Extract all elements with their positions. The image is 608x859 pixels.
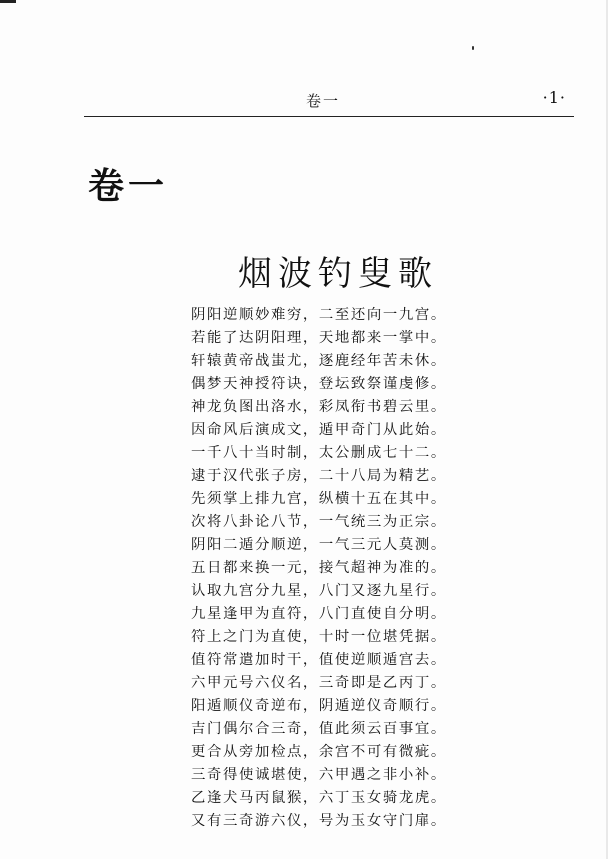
verse-line: 神龙负图出洛水，彩凤衔书碧云里。 [191,399,447,415]
verse-line: 更合从旁加检点，余宫不可有微疵。 [191,744,447,760]
verse-line: 轩辕黄帝战蚩尤，逐鹿经年苦未休。 [191,353,447,369]
header-rule [84,116,574,117]
verse-line: 认取九宫分九星，八门又逐九星行。 [191,583,447,599]
verse-line: 又有三奇游六仪，号为玉女守门扉。 [191,813,447,829]
running-header [84,88,574,112]
verse-line: 次将八卦论八节，一气统三为正宗。 [191,514,447,530]
verse-line: 三奇得使诚堪使，六甲遇之非小补。 [191,767,447,783]
poem-title: 烟波钓叟歌 [238,254,438,294]
verse-line: 吉门偶尔合三奇，值此须云百事宜。 [191,721,447,737]
verse-line: 逮于汉代张子房，二十八局为精艺。 [191,468,447,484]
verse-line: 九星逢甲为直符，八门直使自分明。 [191,606,447,622]
verse-line: 若能了达阴阳理，天地都来一掌中。 [191,330,447,346]
verse-line: 五日都来换一元，接气超神为准的。 [191,560,447,576]
verse-line: 阳遁顺仪奇逆布，阴遁逆仪奇顺行。 [191,698,447,714]
chapter-heading: 卷一 [88,166,169,207]
verse-line: 因命风后演成文，遁甲奇门从此始。 [191,422,447,438]
verse-line: 阴阳二遁分顺逆，一气三元人莫测。 [191,537,447,553]
corner-mark [0,0,16,3]
verse-list [191,304,491,833]
verse-line: 六甲元号六仪名，三奇即是乙丙丁。 [191,675,447,691]
page-number: ·1· [542,88,566,107]
running-header-title: 卷一 [306,92,341,110]
verse-line: 一千八十当时制，太公删成七十二。 [191,445,447,461]
verse-line: 阴阳逆顺妙难穷，二至还向一九宫。 [191,307,447,323]
verse-line: 乙逢犬马丙鼠猴，六丁玉女骑龙虎。 [191,790,447,806]
ink-speck [472,46,474,50]
verse-line: 先须掌上排九宫，纵横十五在其中。 [191,491,447,507]
verse-line: 符上之门为直使，十时一位堪凭据。 [191,629,447,645]
verse-line: 值符常遣加时干，值使逆顺遁宫去。 [191,652,447,668]
verse-line: 偶梦天神授符诀，登坛致祭谨虔修。 [191,376,447,392]
